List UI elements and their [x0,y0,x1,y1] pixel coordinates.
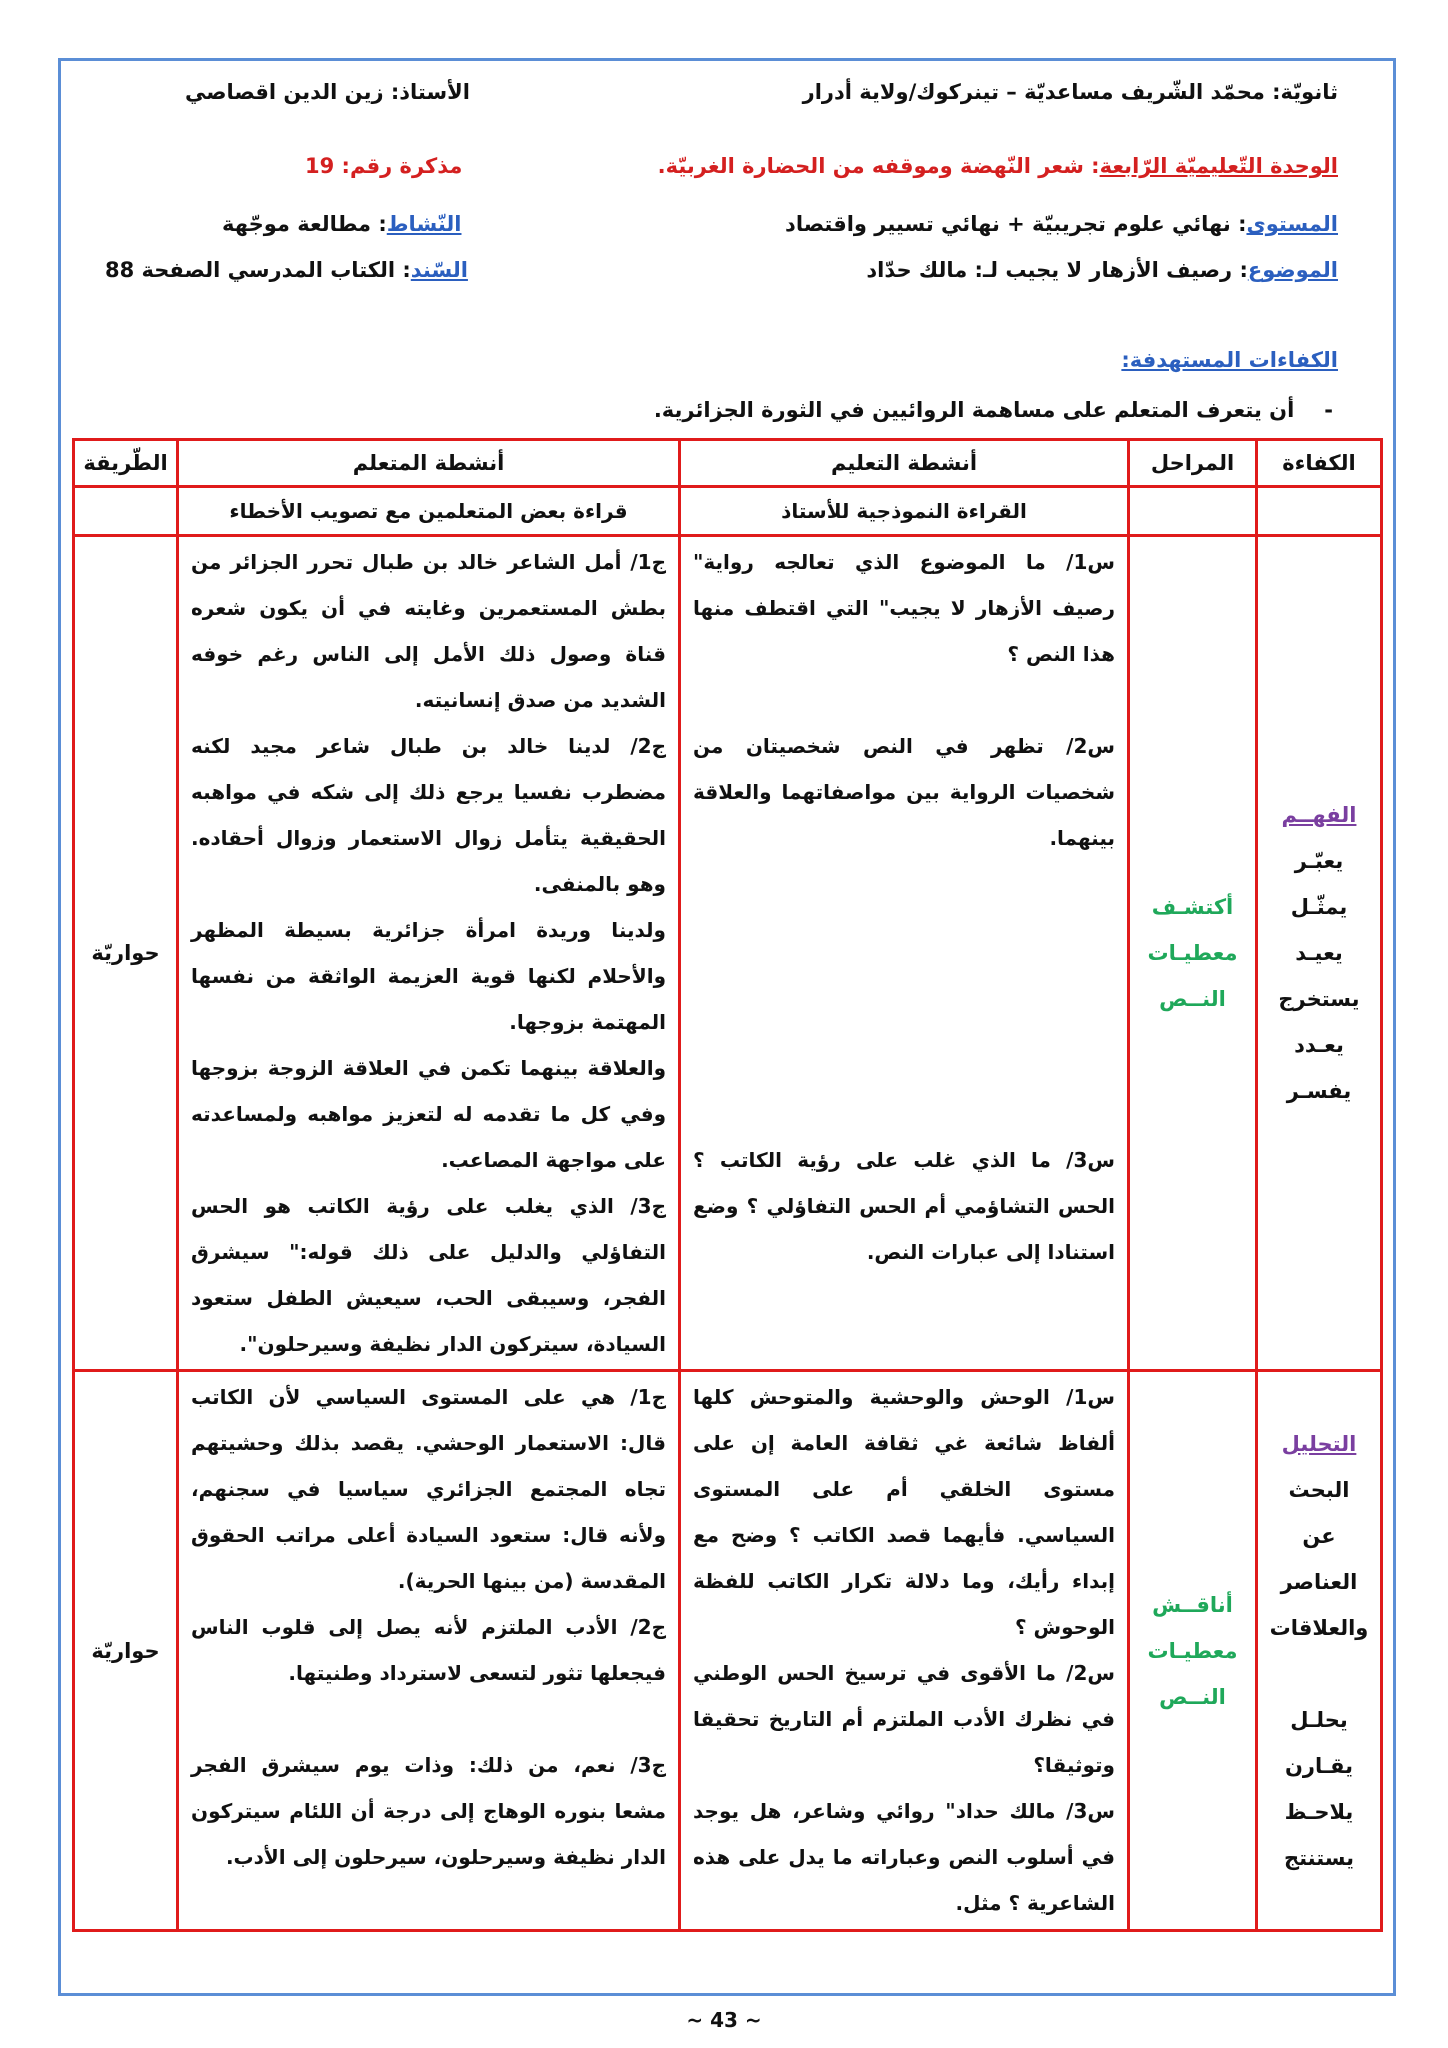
source-label: السّند [410,258,468,282]
stage-line: أكتشـف [1151,895,1234,919]
question-3: س3/ ما الذي غلب على رؤية الكاتب ؟ الحس التشاؤمي أم الحس التفاؤلي ؟ وضع استنادا إلى عبارات النص. [693,1148,1115,1264]
method-dialogue-1: حواريّة [74,536,178,1371]
answer-2: ج2/ الأدب الملتزم لأنه يصل إلى قلوب الناس فيجعلها تثور لتسعى لاسترداد وطنيتها. [191,1615,666,1685]
verb-item: يحلـل [1290,1707,1348,1732]
stage-line: أناقــش [1152,1592,1233,1617]
verb-item: يلاحـظ [1284,1799,1354,1824]
section-comprehension [74,536,1382,1371]
stage-line: معطيـات [1147,1638,1238,1663]
teacher-reading: القراءة النموذجية للأستاذ [680,487,1129,536]
question-1: س1/ ما الموضوع الذي تعالجه رواية" رصيف الأزهار لا يجيب" التي اقتطف منها هذا النص ؟ [693,550,1115,666]
memo-number: مذكرة رقم: 19 [305,154,463,178]
verb-item: يعبّـر [1294,849,1344,873]
activity-line [222,212,461,237]
reading-row [74,487,1382,536]
method-dialogue-2: حواريّة [74,1371,178,1931]
question-2: س2/ تظهر في النص شخصيتان من شخصيات الرواية بين مواصفاتهما والعلاقة بينهما. [693,734,1115,850]
analysis-competency [1257,1371,1382,1931]
bullet-dash: - [1324,398,1333,422]
section-analysis [74,1371,1382,1931]
comprehension-title: الفهــم [1281,803,1357,827]
discover-stage [1129,536,1257,1371]
question-2: س2/ ما الأقوى في ترسيخ الحس الوطني في نظرك الأدب الملتزم أم التاريخ تحقيقا وتوثيقا؟ [693,1661,1115,1777]
analysis-title: التحليل [1281,1431,1357,1456]
header-method: الطّريقة [74,440,178,487]
reading-method-cell [74,487,178,536]
stage-line: النــص [1159,1684,1226,1709]
competency-line: البحث [1288,1477,1350,1502]
competency-bullet [654,398,1333,422]
verb-item: يفسـر [1286,1079,1352,1103]
learner-answers-2 [178,1371,680,1931]
verb-item: يعيـد [1295,941,1343,965]
comprehension-competency [1257,536,1382,1371]
learner-reading: قراءة بعض المتعلمين مع تصويب الأخطاء [178,487,680,536]
answer-3: ج3/ نعم، من ذلك: وذات يوم سيشرق الفجر مشعا بنوره الوهاج إلى درجة أن اللئام سيتركون الدار نظيفة وسيرحلون، سيرحلون إلى الأدب. [191,1753,666,1869]
competency-line: العناصر [1280,1569,1358,1594]
verb-item: يستنتج [1283,1845,1355,1870]
teacher-name: الأستاذ: زين الدين اقصاصي [185,80,470,104]
source-line [105,258,468,283]
answer-1: ج1/ أمل الشاعر خالد بن طبال تحرر الجزائر من بطش المستعمرين وغايته في أن يكون شعره قناة وصول ذلك الأمل إلى الناس رغم خوفه الشديد من صدق إنسانيته. [191,550,666,712]
header-stages: المراحل [1129,440,1257,487]
topic-line [866,258,1338,283]
reading-competency-cell [1257,487,1382,536]
verb-item: يعـدد [1294,1033,1344,1057]
source-value: : الكتاب المدرسي الصفحة 88 [105,258,411,282]
header-learner: أنشطة المتعلم [178,440,680,487]
level-line [785,212,1338,237]
lesson-table [72,438,1383,1932]
verb-item: يستخرج [1278,987,1360,1011]
page-number: ~ 43 ~ [686,2008,762,2032]
table-header-row [74,440,1382,487]
header-teaching: أنشطة التعليم [680,440,1129,487]
answer-2-part-b: ولدينا وريدة امرأة جزائرية بسيطة المظهر والأحلام لكنها قوية العزيمة الواثقة من نفسها المهتمة بزوجها. [191,918,666,1034]
topic-label: الموضوع [1247,258,1338,282]
stage-line: معطيـات [1147,941,1238,965]
competency-line: عن [1302,1523,1336,1548]
question-3: س3/ مالك حداد" روائي وشاعر، هل يوجد في أسلوب النص وعباراته ما يدل على هذه الشاعرية ؟ مثل. [693,1799,1115,1915]
verb-item: يمثّـل [1290,895,1348,919]
teaching-questions-2 [680,1371,1129,1931]
activity-value: : مطالعة موجّهة [222,212,387,236]
competency-text: أن يتعرف المتعلم على مساهمة الروائيين في الثورة الجزائرية. [653,398,1295,422]
learner-answers-1 [178,536,680,1371]
competencies-label: الكفاءات المستهدفة: [1121,348,1338,372]
header-competency: الكفاءة [1257,440,1382,487]
verb-item: يقـارن [1284,1753,1354,1778]
stage-line: النــص [1159,987,1226,1011]
unit-value: : شعر النّهضة وموقفه من الحضارة الغربيّة. [657,154,1100,178]
answer-2: ج2/ لدينا خالد بن طبال شاعر مجيد لكنه مضطرب نفسيا يرجع ذلك إلى شكه في مواهبه الحقيقية يتأمل زوال الاستعمار وزوال أحقاده. وهو بالمنفى. [191,734,666,896]
unit-label: الوحدة التّعليميّة الرّابعة [1099,154,1338,178]
activity-label: النّشاط [386,212,462,236]
level-label: المستوى [1246,212,1338,236]
answer-1: ج1/ هي على المستوى السياسي لأن الكاتب قال: الاستعمار الوحشي. يقصد بذلك وحشيتهم تجاه المجتمع الجزائري سياسيا في سجنهم، ولأنه قال: ستعود السيادة أعلى مراتب الحقوق المقدسة (من بينها الحرية). [191,1385,666,1593]
discuss-stage [1129,1371,1257,1931]
teaching-questions-1 [680,536,1129,1371]
answer-3: ج3/ الذي يغلب على رؤية الكاتب هو الحس التفاؤلي والدليل على ذلك قوله:" سيشرق الفجر، وسيبقى الحب، سيعيش الطفل ستعود السيادة، سيتركون الدار نظيفة وسيرحلون". [191,1194,666,1356]
unit-line [658,154,1338,179]
topic-value: : رصيف الأزهار لا يجيب لـ: مالك حدّاد [866,258,1248,282]
answer-2-part-c: والعلاقة بينهما تكمن في العلاقة الزوجة بزوجها وفي كل ما تقدمه له لتعزيز مواهبه ولمساعدته على مواجهة المصاعب. [191,1056,666,1172]
competency-line: والعلاقات [1269,1615,1369,1640]
reading-stage-cell [1129,487,1257,536]
school-name: ثانويّة: محمّد الشّريف مساعديّة – تينركوك/ولاية أدرار [802,80,1338,104]
level-value: : نهائي علوم تجريبيّة + نهائي تسيير واقتصاد [785,212,1247,236]
question-1: س1/ الوحش والوحشية والمتوحش كلها ألفاظ شائعة غي ثقافة العامة إن على مستوى الخلقي أم على المستوى السياسي. فأيهما قصد الكاتب ؟ وضح مع إبداء رأيك، وما دلالة تكرار الكاتب للفظة الوحوش ؟ [693,1385,1115,1639]
